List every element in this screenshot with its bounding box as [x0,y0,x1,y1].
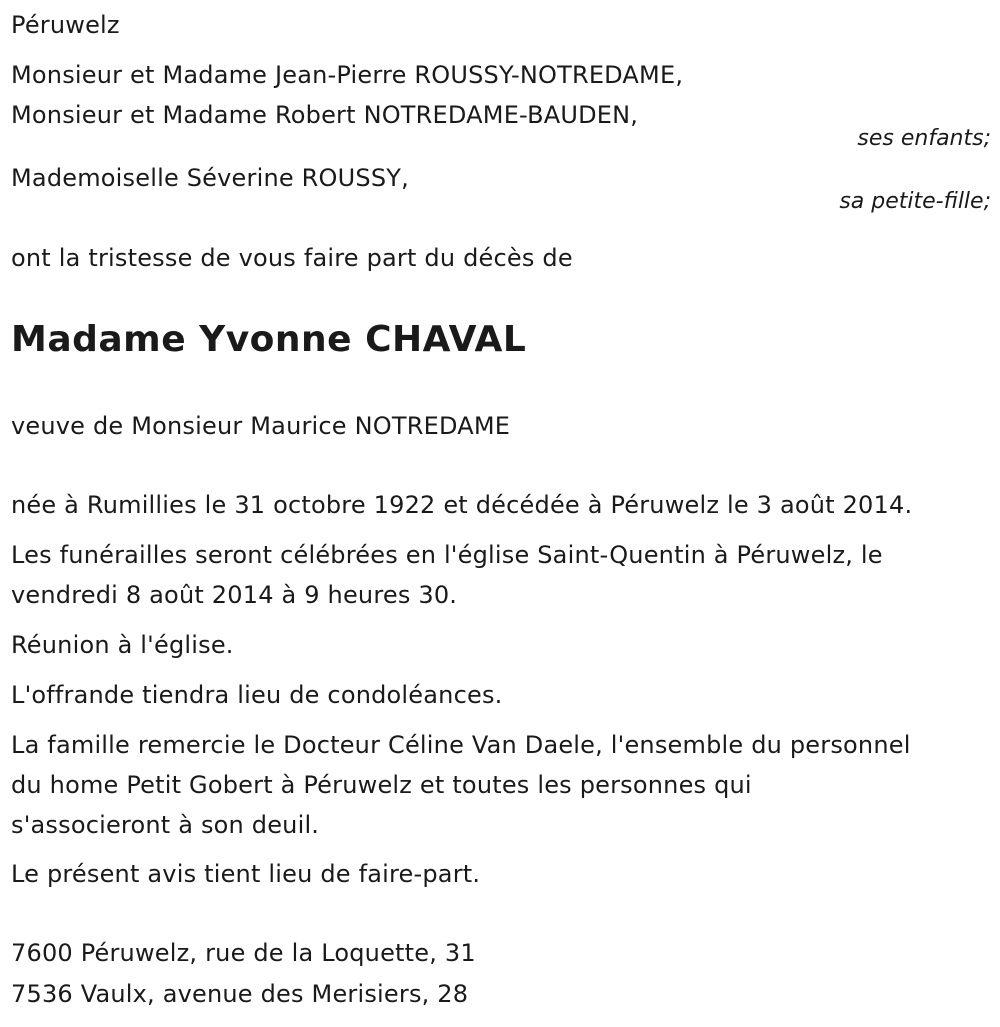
granddaughter-line: Mademoiselle Séverine ROUSSY, [11,164,409,192]
granddaughter-role: sa petite-fille; [839,189,991,214]
birth-death-line: née à Rumillies le 31 octobre 1922 et décédée à Péruwelz le 3 août 2014. [11,491,913,519]
announcement-intro: ont la tristesse de vous faire part du décès de [11,244,573,272]
thanks-line-1: La famille remercie le Docteur Céline Van Daele, l'ensemble du personnel [11,731,911,759]
deceased-name: Madame Yvonne CHAVAL [11,319,527,360]
address-line-1: 7600 Péruwelz, rue de la Loquette, 31 [11,939,476,967]
thanks-line-3: s'associeront à son deuil. [11,811,320,839]
funeral-line-2: vendredi 8 août 2014 à 9 heures 30. [11,581,458,609]
widow-of-line: veuve de Monsieur Maurice NOTREDAME [11,412,511,440]
address-line-2: 7536 Vaulx, avenue des Merisiers, 28 [11,980,469,1008]
thanks-line-2: du home Petit Gobert à Péruwelz et toutes les personnes qui [11,771,752,799]
notice-line: Le présent avis tient lieu de faire-part. [11,860,481,888]
children-line-1: Monsieur et Madame Jean-Pierre ROUSSY-NOTREDAME, [11,61,684,89]
children-role: ses enfants; [857,126,991,151]
offering-line: L'offrande tiendra lieu de condoléances. [11,681,503,709]
town-heading: Péruwelz [11,11,120,39]
funeral-line-1: Les funérailles seront célébrées en l'église Saint-Quentin à Péruwelz, le [11,541,883,569]
children-line-2: Monsieur et Madame Robert NOTREDAME-BAUDEN, [11,101,639,129]
meeting-line: Réunion à l'église. [11,631,234,659]
